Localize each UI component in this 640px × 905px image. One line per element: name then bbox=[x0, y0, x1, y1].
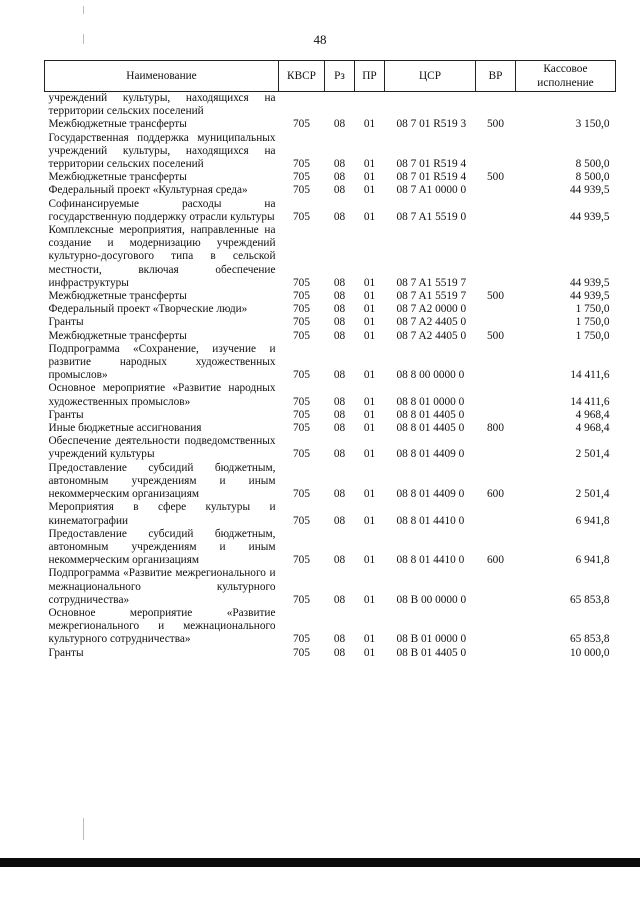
cell-rz: 08 bbox=[333, 646, 346, 659]
cell-pr: 01 bbox=[363, 422, 376, 435]
cell-rz: 08 bbox=[333, 488, 346, 501]
cell-vr: 500 bbox=[487, 171, 504, 184]
cell-pr: 01 bbox=[363, 316, 376, 329]
cell-csr bbox=[385, 92, 476, 119]
cell-sum: 8 500,0 bbox=[575, 158, 610, 171]
cell-kvsr: 705 bbox=[293, 422, 310, 435]
cell-rz: 08 bbox=[333, 290, 346, 303]
cell-pr: 01 bbox=[363, 329, 376, 342]
cell-sum bbox=[516, 92, 616, 119]
cell-kvsr: 705 bbox=[293, 329, 310, 342]
cell-csr: 08 7 A1 0000 0 bbox=[396, 184, 467, 197]
cell-name: учреждений культуры, находящихся на территории сельских поселений bbox=[48, 92, 276, 118]
cell-vr: 500 bbox=[487, 329, 504, 342]
cell-kvsr: 705 bbox=[293, 488, 310, 501]
cell-kvsr: 705 bbox=[293, 554, 310, 567]
cell-sum: 14 411,6 bbox=[570, 369, 610, 382]
cell-vr bbox=[476, 647, 516, 660]
cell-pr: 01 bbox=[363, 171, 376, 184]
cell-kvsr: 705 bbox=[293, 646, 310, 659]
cell-name: Подпрограмма «Развитие межрегионального и межнационального культурного сотрудничества» bbox=[48, 567, 276, 606]
cell-vr: 800 bbox=[487, 422, 504, 435]
table-row bbox=[45, 607, 616, 647]
cell-csr: 08 7 A2 0000 0 bbox=[396, 303, 467, 316]
cell-rz: 08 bbox=[333, 395, 346, 408]
cell-rz: 08 bbox=[333, 316, 346, 329]
cell-pr: 01 bbox=[363, 184, 376, 197]
cell-csr: 08 B 00 0000 0 bbox=[396, 593, 467, 606]
cell-rz: 08 bbox=[333, 329, 346, 342]
cell-csr: 08 8 01 4410 0 bbox=[396, 554, 465, 567]
cell-csr: 08 7 A2 4405 0 bbox=[396, 329, 467, 342]
cell-sum: 14 411,6 bbox=[570, 395, 610, 408]
cell-rz: 08 bbox=[333, 158, 346, 171]
cell-name: Межбюджетные трансферты bbox=[48, 171, 187, 184]
cell-rz: 08 bbox=[333, 276, 346, 289]
cell-kvsr: 705 bbox=[293, 593, 310, 606]
cell-pr: 01 bbox=[363, 646, 376, 659]
cell-kvsr: 705 bbox=[293, 395, 310, 408]
cell-vr: 600 bbox=[487, 488, 504, 501]
cell-name: Иные бюджетные ассигнования bbox=[48, 422, 202, 435]
header-kvsr: КВСР bbox=[279, 61, 325, 92]
cell-vr bbox=[476, 409, 516, 422]
cell-sum: 1 750,0 bbox=[575, 316, 610, 329]
cell-name: Обеспечение деятельности подведомственных учреждений культуры bbox=[48, 435, 276, 461]
cell-vr: 600 bbox=[487, 554, 504, 567]
cell-sum: 1 750,0 bbox=[575, 303, 610, 316]
cell-sum: 2 501,4 bbox=[575, 448, 610, 461]
cell-name: Гранты bbox=[48, 316, 84, 329]
cell-csr: 08 8 01 4405 0 bbox=[396, 422, 465, 435]
cell-vr bbox=[476, 382, 516, 408]
cell-vr bbox=[476, 607, 516, 647]
cell-name: Комплексные мероприятия, направленные на создание и модернизацию учреждений культурно-досугового типа в сельской местности, включая обеспечение инфраструктуры bbox=[48, 224, 276, 289]
cell-kvsr: 705 bbox=[293, 369, 310, 382]
cell-name: Гранты bbox=[48, 408, 84, 421]
cell-kvsr: 705 bbox=[293, 276, 310, 289]
table-body bbox=[45, 92, 616, 660]
table-header-row bbox=[45, 61, 616, 92]
header-csr: ЦСР bbox=[385, 61, 476, 92]
cell-kvsr: 705 bbox=[293, 316, 310, 329]
cell-rz: 08 bbox=[333, 633, 346, 646]
cell-pr: 01 bbox=[363, 276, 376, 289]
cell-sum: 2 501,4 bbox=[575, 488, 610, 501]
page-number: 48 bbox=[313, 32, 327, 47]
cell-pr: 01 bbox=[363, 448, 376, 461]
cell-vr bbox=[476, 132, 516, 172]
cell-sum: 4 968,4 bbox=[575, 408, 610, 421]
table-row bbox=[45, 171, 616, 184]
cell-name: Предоставление субсидий бюджетным, автономным учреждениям и иным некоммерческим организациям bbox=[48, 527, 276, 567]
cell-kvsr bbox=[279, 92, 325, 119]
cell-vr bbox=[476, 435, 516, 461]
header-rz: Рз bbox=[325, 61, 355, 92]
cell-vr bbox=[476, 567, 516, 607]
cell-csr: 08 7 01 R519 4 bbox=[396, 158, 467, 171]
cell-kvsr: 705 bbox=[293, 290, 310, 303]
cell-name: Федеральный проект «Культурная среда» bbox=[48, 184, 248, 197]
cell-rz: 08 bbox=[333, 593, 346, 606]
cell-sum: 6 941,8 bbox=[575, 554, 610, 567]
table-row bbox=[45, 224, 616, 290]
cell-rz: 08 bbox=[333, 210, 346, 223]
cell-kvsr: 705 bbox=[293, 448, 310, 461]
cell-name: Предоставление субсидий бюджетным, автономным учреждениям и иным некоммерческим организациям bbox=[48, 461, 276, 501]
cell-sum: 6 941,8 bbox=[575, 514, 610, 527]
cell-pr: 01 bbox=[363, 488, 376, 501]
cell-name: Подпрограмма «Сохранение, изучение и развитие народных художественных промыслов» bbox=[48, 342, 276, 382]
cell-csr: 08 8 01 4405 0 bbox=[396, 408, 465, 421]
table-row bbox=[45, 316, 616, 329]
cell-pr: 01 bbox=[363, 118, 376, 131]
cell-kvsr: 705 bbox=[293, 303, 310, 316]
cell-sum: 65 853,8 bbox=[569, 593, 610, 606]
table-row bbox=[45, 290, 616, 303]
table-row bbox=[45, 567, 616, 607]
cell-sum: 3 150,0 bbox=[575, 118, 610, 131]
table-row bbox=[45, 343, 616, 383]
cell-vr bbox=[476, 316, 516, 329]
table-row bbox=[45, 528, 616, 568]
cell-rz: 08 bbox=[333, 554, 346, 567]
cell-pr: 01 bbox=[363, 158, 376, 171]
cell-vr bbox=[476, 224, 516, 290]
cell-rz: 08 bbox=[333, 448, 346, 461]
cell-csr: 08 8 01 4409 0 bbox=[396, 488, 465, 501]
table-row bbox=[45, 184, 616, 197]
cell-vr bbox=[476, 501, 516, 527]
cell-name: Межбюджетные трансферты bbox=[48, 118, 187, 131]
cell-sum: 1 750,0 bbox=[575, 329, 610, 342]
cell-pr: 01 bbox=[363, 395, 376, 408]
budget-execution-table bbox=[44, 60, 616, 660]
cell-pr: 01 bbox=[363, 290, 376, 303]
cell-name: Межбюджетные трансферты bbox=[48, 290, 187, 303]
table-row bbox=[45, 462, 616, 502]
table-row bbox=[45, 422, 616, 435]
cell-csr: 08 7 A2 4405 0 bbox=[396, 316, 467, 329]
scan-bottom-border bbox=[0, 858, 640, 867]
table-row bbox=[45, 435, 616, 461]
cell-pr: 01 bbox=[363, 210, 376, 223]
cell-csr: 08 7 01 R519 3 bbox=[396, 118, 467, 131]
cell-pr: 01 bbox=[363, 514, 376, 527]
cell-sum: 4 968,4 bbox=[575, 422, 610, 435]
scan-mark bbox=[83, 6, 84, 14]
table-row bbox=[45, 303, 616, 316]
table-row bbox=[45, 382, 616, 408]
cell-vr bbox=[476, 303, 516, 316]
cell-csr: 08 7 A1 5519 7 bbox=[396, 290, 467, 303]
cell-csr: 08 7 A1 5519 0 bbox=[396, 210, 467, 223]
cell-kvsr: 705 bbox=[293, 210, 310, 223]
cell-rz: 08 bbox=[333, 303, 346, 316]
cell-rz: 08 bbox=[333, 514, 346, 527]
table-row bbox=[45, 118, 616, 131]
cell-csr: 08 8 01 0000 0 bbox=[396, 395, 465, 408]
cell-csr: 08 8 00 0000 0 bbox=[396, 369, 465, 382]
cell-kvsr: 705 bbox=[293, 184, 310, 197]
cell-vr bbox=[476, 184, 516, 197]
cell-sum: 44 939,5 bbox=[569, 184, 610, 197]
cell-kvsr: 705 bbox=[293, 118, 310, 131]
cell-sum: 8 500,0 bbox=[575, 171, 610, 184]
table-row bbox=[45, 92, 616, 119]
cell-vr bbox=[476, 198, 516, 224]
cell-sum: 65 853,8 bbox=[569, 633, 610, 646]
cell-pr: 01 bbox=[363, 408, 376, 421]
table-row bbox=[45, 132, 616, 172]
cell-rz: 08 bbox=[333, 118, 346, 131]
cell-rz: 08 bbox=[333, 369, 346, 382]
cell-kvsr: 705 bbox=[293, 158, 310, 171]
cell-kvsr: 705 bbox=[293, 514, 310, 527]
table-row bbox=[45, 647, 616, 660]
cell-name: Государственная поддержка муниципальных учреждений культуры, находящихся на территории сельских поселений bbox=[48, 131, 276, 171]
cell-name: Мероприятия в сфере культуры и кинематографии bbox=[48, 501, 276, 527]
cell-rz bbox=[325, 92, 355, 119]
cell-csr: 08 8 01 4410 0 bbox=[396, 514, 465, 527]
cell-sum: 44 939,5 bbox=[569, 276, 610, 289]
scan-mark bbox=[83, 818, 84, 840]
table-row bbox=[45, 330, 616, 343]
cell-pr: 01 bbox=[363, 593, 376, 606]
cell-pr: 01 bbox=[363, 369, 376, 382]
cell-csr: 08 7 A1 5519 7 bbox=[396, 276, 467, 289]
cell-pr bbox=[355, 92, 385, 119]
cell-csr: 08 7 01 R519 4 bbox=[396, 171, 467, 184]
cell-name: Федеральный проект «Творческие люди» bbox=[48, 303, 248, 316]
cell-pr: 01 bbox=[363, 633, 376, 646]
cell-name: Гранты bbox=[48, 646, 84, 659]
cell-sum: 10 000,0 bbox=[569, 646, 610, 659]
cell-name: Софинансируемые расходы на государственную поддержку отрасли культуры bbox=[48, 197, 276, 223]
cell-csr: 08 B 01 0000 0 bbox=[396, 633, 467, 646]
cell-name: Основное мероприятие «Развитие народных художественных промыслов» bbox=[48, 382, 276, 408]
cell-vr bbox=[476, 343, 516, 383]
table-row bbox=[45, 501, 616, 527]
header-pr: ПР bbox=[355, 61, 385, 92]
table-row bbox=[45, 198, 616, 224]
cell-kvsr: 705 bbox=[293, 408, 310, 421]
cell-pr: 01 bbox=[363, 303, 376, 316]
cell-sum: 44 939,5 bbox=[569, 210, 610, 223]
cell-name: Основное мероприятие «Развитие межрегионального и межнационального культурного сотрудничества» bbox=[48, 606, 276, 646]
cell-vr bbox=[476, 92, 516, 119]
header-name: Наименование bbox=[45, 61, 279, 92]
cell-rz: 08 bbox=[333, 184, 346, 197]
cell-csr: 08 8 01 4409 0 bbox=[396, 448, 465, 461]
scan-mark bbox=[83, 34, 84, 44]
cell-rz: 08 bbox=[333, 422, 346, 435]
cell-rz: 08 bbox=[333, 408, 346, 421]
cell-kvsr: 705 bbox=[293, 171, 310, 184]
cell-vr: 500 bbox=[487, 118, 504, 131]
table-row bbox=[45, 409, 616, 422]
cell-pr: 01 bbox=[363, 554, 376, 567]
cell-kvsr: 705 bbox=[293, 633, 310, 646]
cell-name: Межбюджетные трансферты bbox=[48, 329, 187, 342]
cell-vr: 500 bbox=[487, 290, 504, 303]
cell-csr: 08 B 01 4405 0 bbox=[396, 646, 467, 659]
header-sum: Кассовое исполнение bbox=[516, 61, 616, 92]
cell-sum: 44 939,5 bbox=[569, 290, 610, 303]
header-vr: ВР bbox=[476, 61, 516, 92]
cell-rz: 08 bbox=[333, 171, 346, 184]
